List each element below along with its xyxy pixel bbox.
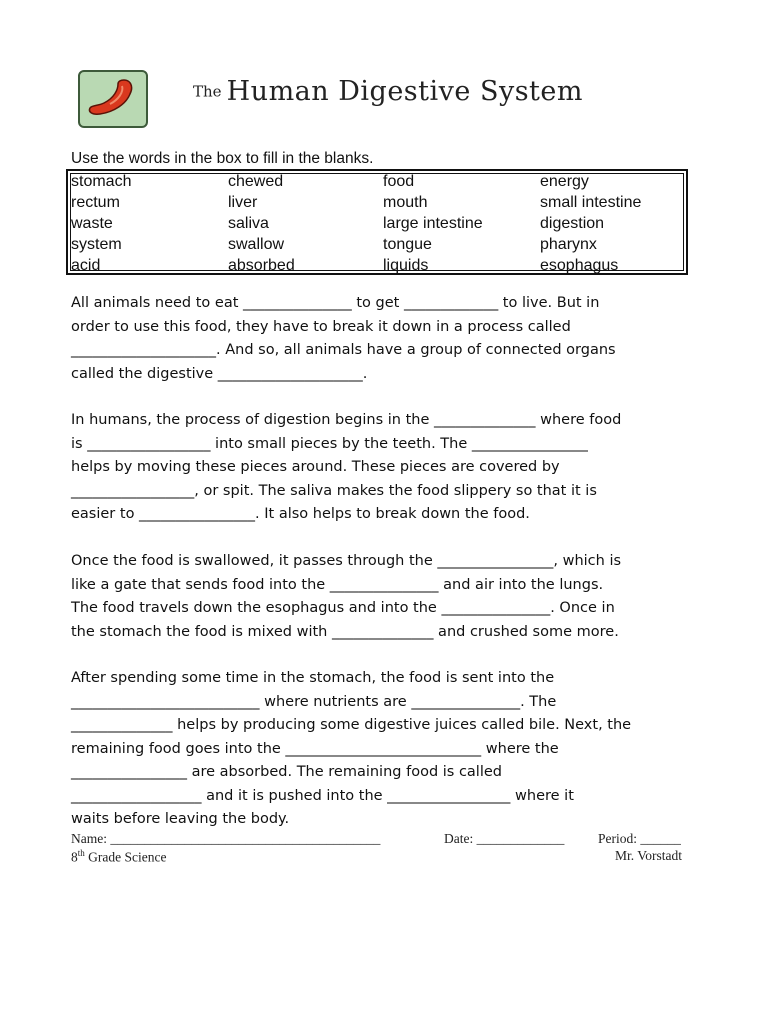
instructions: Use the words in the box to fill in the blanks. (71, 150, 374, 167)
grade-suffix: th (77, 848, 85, 858)
word-bank-item: large intestine (383, 215, 483, 232)
paragraph-3 (71, 550, 721, 644)
paragraph-line: helps by moving these pieces around. These pieces are covered by (71, 459, 560, 475)
word-bank-item: small intestine (540, 194, 642, 211)
paragraph-4 (71, 667, 721, 832)
paragraph-line: All animals need to eat _______________ to get _____________ to live. But in (71, 295, 600, 311)
date-field-label: Date: _____________ (444, 831, 565, 846)
paragraph-1 (71, 292, 721, 386)
word-bank-item: digestion (540, 215, 605, 232)
paragraph-line: remaining food goes into the ___________________________ where the (71, 740, 559, 757)
page-title (193, 76, 583, 116)
word-bank-item: chewed (228, 173, 284, 190)
period-field-label: Period: ______ (598, 831, 681, 846)
word-bank-item: saliva (228, 215, 269, 232)
stomach-logo (78, 70, 148, 128)
word-bank-item: liquids (383, 257, 429, 274)
word-bank-item: liver (228, 194, 258, 211)
word-bank-item: mouth (383, 194, 428, 211)
paragraph-line: is _________________ into small pieces by the teeth. The ________________ (71, 435, 588, 452)
title-main: Human Digestive System (226, 76, 583, 107)
paragraph-line: the stomach the food is mixed with ______________ and crushed some more. (71, 623, 619, 640)
paragraph-line: easier to ________________. It also helps to break down the food. (71, 506, 530, 522)
word-bank-item: energy (540, 173, 589, 190)
paragraph-line: After spending some time in the stomach, the food is sent into the (71, 670, 555, 686)
paragraph-line: The food travels down the esophagus and into the _______________. Once in (71, 600, 615, 616)
paragraph-line: ________________ are absorbed. The remaining food is called (71, 764, 502, 780)
word-bank-item: swallow (228, 236, 285, 253)
word-bank-item: system (71, 236, 122, 253)
paragraph-line: __________________________ where nutrients are _______________. The (71, 693, 557, 710)
word-bank-item: waste (71, 215, 113, 232)
word-bank-item: esophagus (540, 257, 619, 274)
word-bank-item: rectum (71, 194, 120, 211)
stomach-icon (80, 72, 146, 126)
word-bank-item: food (383, 173, 415, 190)
teacher-name: Mr. Vorstadt (615, 848, 683, 863)
grade-text: Grade Science (84, 849, 167, 865)
grade-number: 8 (71, 849, 78, 865)
paragraph-line: ____________________. And so, all animals have a group of connected organs (71, 342, 616, 358)
paragraph-line: waits before leaving the body. (71, 811, 290, 827)
paragraph-line: Once the food is swallowed, it passes through the ________________, which is (71, 553, 622, 569)
paragraph-2 (71, 409, 721, 527)
word-bank-item: absorbed (228, 257, 295, 274)
paragraph-line: called the digestive ____________________. (71, 365, 368, 382)
word-bank-item: pharynx (540, 236, 597, 253)
paragraph-line: ______________ helps by producing some digestive juices called bile. Next, the (71, 717, 632, 733)
paragraph-line: __________________ and it is pushed into the _________________ where it (71, 787, 574, 804)
paragraph-line: like a gate that sends food into the _______________ and air into the lungs. (71, 576, 604, 593)
paragraph-line: _________________, or spit. The saliva makes the food slippery so that it is (71, 482, 597, 499)
name-field-label: Name: ________________________________________ (71, 831, 381, 846)
course-label (71, 848, 166, 866)
title-prefix: The (193, 82, 222, 101)
word-bank-item: stomach (71, 173, 132, 190)
word-bank-item: acid (71, 257, 101, 274)
word-bank-item: tongue (383, 236, 432, 253)
paragraph-line: order to use this food, they have to break it down in a process called (71, 318, 571, 335)
paragraph-line: In humans, the process of digestion begins in the ______________ where food (71, 412, 622, 428)
